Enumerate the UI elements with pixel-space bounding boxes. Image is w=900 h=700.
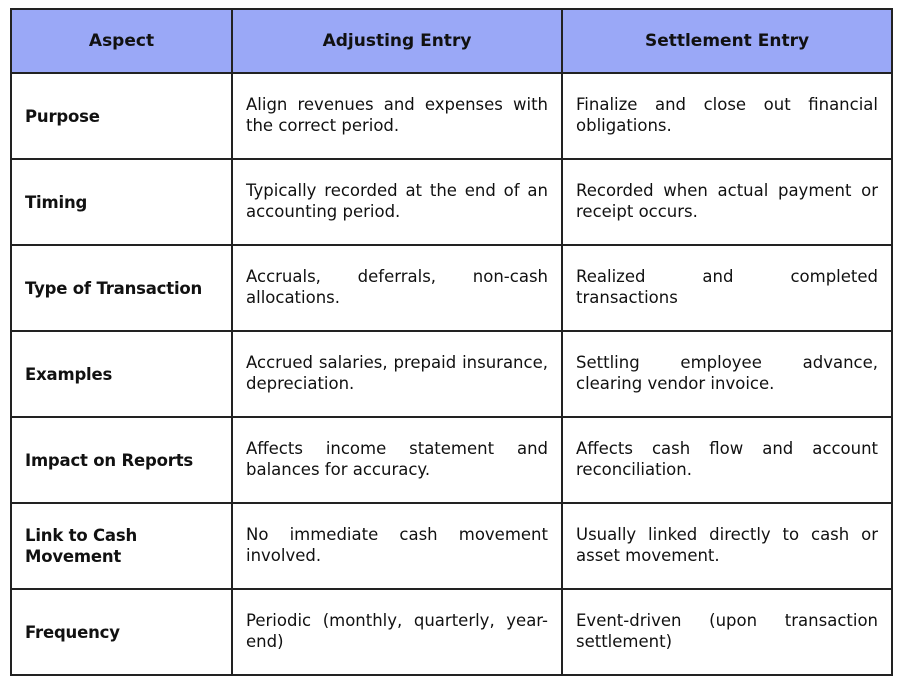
header-settlement-entry: Settlement Entry [562, 9, 892, 73]
aspect-cell: Type of Transaction [11, 245, 232, 331]
header-aspect: Aspect [11, 9, 232, 73]
aspect-cell: Examples [11, 331, 232, 417]
aspect-cell: Link to Cash Movement [11, 503, 232, 589]
table-row [11, 159, 892, 245]
aspect-cell: Timing [11, 159, 232, 245]
table-row [11, 331, 892, 417]
settlement-entry-cell: Event-driven (upon transaction settlement) [562, 589, 892, 675]
adjusting-entry-cell: Affects income statement and balances for accuracy. [232, 417, 562, 503]
adjusting-entry-cell: Accrued salaries, prepaid insurance, depreciation. [232, 331, 562, 417]
header-adjusting-entry: Adjusting Entry [232, 9, 562, 73]
aspect-cell: Frequency [11, 589, 232, 675]
adjusting-entry-cell: No immediate cash movement involved. [232, 503, 562, 589]
comparison-table [10, 8, 893, 676]
adjusting-entry-cell: Accruals, deferrals, non-cash allocations. [232, 245, 562, 331]
settlement-entry-cell: Recorded when actual payment or receipt occurs. [562, 159, 892, 245]
adjusting-entry-cell: Typically recorded at the end of an accounting period. [232, 159, 562, 245]
aspect-cell: Purpose [11, 73, 232, 159]
settlement-entry-cell: Finalize and close out financial obligations. [562, 73, 892, 159]
table-row [11, 503, 892, 589]
adjusting-entry-cell: Periodic (monthly, quarterly, year-end) [232, 589, 562, 675]
table-row [11, 73, 892, 159]
settlement-entry-cell: Realized and completed transactions [562, 245, 892, 331]
table-row [11, 589, 892, 675]
aspect-cell: Impact on Reports [11, 417, 232, 503]
settlement-entry-cell: Affects cash flow and account reconciliation. [562, 417, 892, 503]
settlement-entry-cell: Settling employee advance, clearing vendor invoice. [562, 331, 892, 417]
table-row [11, 245, 892, 331]
settlement-entry-cell: Usually linked directly to cash or asset movement. [562, 503, 892, 589]
adjusting-entry-cell: Align revenues and expenses with the correct period. [232, 73, 562, 159]
table-row [11, 417, 892, 503]
header-row [11, 9, 892, 73]
